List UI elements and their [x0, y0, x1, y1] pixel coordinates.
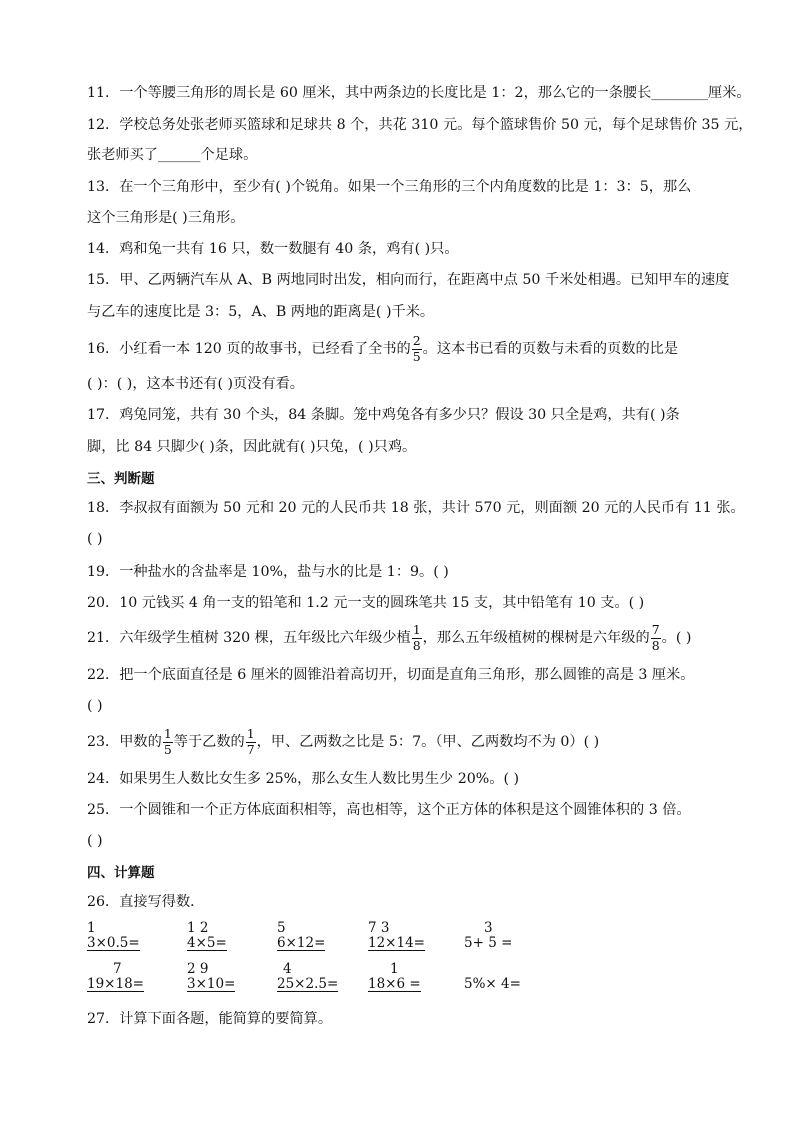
fraction-one-fifth [163, 728, 173, 756]
question-21 [87, 624, 691, 652]
question-21-text-pre: 21．六年级学生植树 320 棵，五年级比六年级少植 [87, 630, 411, 646]
calc-numerators: 4 [283, 961, 292, 977]
calc-item-10 [464, 962, 521, 992]
question-22-answer: ( ) [87, 698, 103, 714]
section-3-heading: 三、判断题 [87, 471, 155, 487]
calc-item-7 [187, 962, 235, 992]
fraction-numerator: 1 [412, 622, 421, 637]
question-22-line1: 22．把一个底面直径是 6 厘米的圆锥沿着高切开，切面是直角三角形，那么圆锥的高是 3 厘米。 [87, 667, 695, 683]
question-16-line1 [87, 335, 678, 363]
question-16-text-post: 。这本书已看的页数与未看的页数的比是 [422, 341, 679, 357]
question-21-text-mid: ，那么五年级植树的棵树是六年级的 [422, 630, 650, 646]
fraction-numerator: 2 [412, 333, 421, 348]
question-16-line2: ( )：( )，这本书还有( )页没有看。 [87, 376, 304, 392]
calc-expression: 12×14= [368, 935, 425, 951]
question-11: 11．一个等腰三角形的周长是 60 厘米，其中两条边的长度比是 1：2，那么它的一条腰长________厘米。 [87, 85, 751, 101]
calc-numerators: 3 [484, 920, 493, 936]
calc-item-3 [277, 921, 325, 951]
question-12-line2: 张老师买了______个足球。 [87, 147, 258, 163]
calc-numerators: 1 [87, 920, 96, 936]
question-18-answer: ( ) [87, 531, 103, 547]
fraction-denominator: 8 [412, 637, 421, 653]
question-23-text-mid: 等于乙数的 [173, 734, 245, 750]
question-14: 14．鸡和兔一共有 16 只，数一数腿有 40 条，鸡有( )只。 [87, 241, 459, 257]
fraction-numerator: 7 [651, 622, 660, 637]
question-20: 20．10 元钱买 4 角一支的铅笔和 1.2 元一支的圆珠笔共 15 支，其中铅笔有 10 支。( ) [87, 595, 645, 611]
calc-expression: 18×6 = [368, 976, 421, 992]
question-26: 26．直接写得数． [87, 894, 205, 910]
calc-item-8 [277, 962, 338, 992]
fraction-numerator: 1 [246, 726, 255, 741]
calc-numerators: 7 [113, 961, 122, 977]
fraction-denominator: 8 [651, 637, 660, 653]
fraction-seven-eighths [651, 624, 661, 652]
fraction-one-seventh [246, 728, 256, 756]
calc-item-2 [187, 921, 227, 951]
fraction-one-eighth [412, 624, 422, 652]
calc-expression: 6×12= [277, 935, 326, 951]
question-15-line1: 15．甲、乙两辆汽车从 A、B 两地同时出发，相向而行，在距离中点 50 千米处相遇。已知甲车的速度 [87, 272, 730, 288]
fraction-denominator: 5 [163, 741, 172, 757]
fraction-numerator: 1 [163, 726, 172, 741]
question-23-text-pre: 23．甲数的 [87, 734, 162, 750]
question-24: 24．如果男生人数比女生多 25%，那么女生人数比男生少 20%。( ) [87, 771, 520, 787]
question-13-line1: 13．在一个三角形中，至少有( )个锐角。如果一个三角形的三个内角度数的比是 1：3：5，那么 [87, 179, 692, 195]
question-15-line2: 与乙车的速度比是 3：5，A、B 两地的距离是( )千米。 [87, 304, 435, 320]
question-23-text-post: ，甲、乙两数之比是 5：7。（甲、乙两数均不为 0）( ) [256, 734, 600, 750]
fraction-denominator: 7 [246, 741, 255, 757]
calc-item-6 [87, 962, 144, 992]
calc-expression: 25×2.5= [277, 976, 339, 992]
question-16-text-pre: 16．小红看一本 120 页的故事书，已经看了全书的 [87, 341, 411, 357]
question-18-line1: 18．李叔叔有面额为 50 元和 20 元的人民币共 18 张，共计 570 元，则面额 20 元的人民币有 11 张。 [87, 500, 745, 516]
calc-numerators: 7 3 [368, 920, 390, 936]
question-19: 19．一种盐水的含盐率是 10%，盐与水的比是 1：9。( ) [87, 564, 449, 580]
calc-item-5 [464, 921, 512, 951]
calc-expression: 3×0.5= [87, 935, 140, 951]
calc-numerators: 5 [277, 920, 286, 936]
calc-item-1 [87, 921, 140, 951]
calc-numerators: 1 [390, 961, 399, 977]
question-25-line1: 25．一个圆锥和一个正方体底面积相等，高也相等，这个正方体的体积是这个圆锥体积的 3 倍。 [87, 802, 691, 818]
question-17-line1: 17．鸡兔同笼，共有 30 个头，84 条脚。笼中鸡兔各有多少只？假设 30 只全是鸡，共有( )条 [87, 407, 680, 423]
question-23 [87, 728, 599, 756]
question-21-text-post: 。( ) [661, 630, 692, 646]
calc-item-4 [368, 921, 425, 951]
question-25-answer: ( ) [87, 833, 103, 849]
question-27: 27．计算下面各题，能简算的要简算。 [87, 1011, 333, 1027]
calc-expression: 4×5= [187, 935, 227, 951]
fraction-denominator: 5 [412, 348, 421, 364]
calc-expression: 19×18= [87, 976, 144, 992]
section-4-heading: 四、计算题 [87, 865, 155, 881]
calc-expression: 3×10= [187, 976, 236, 992]
calc-expression: 5+ 5 = [464, 935, 513, 951]
calc-item-9 [368, 962, 421, 992]
question-13-line2: 这个三角形是( )三角形。 [87, 210, 245, 226]
calc-expression: 5%× 4= [464, 976, 521, 992]
calc-numerators [464, 962, 521, 977]
question-17-line2: 脚，比 84 只脚少( )条，因此就有( )只兔，( )只鸡。 [87, 439, 417, 455]
calc-numerators: 2 9 [187, 961, 209, 977]
fraction-two-fifths [412, 335, 422, 363]
question-12-line1: 12．学校总务处张老师买篮球和足球共 8 个，共花 310 元。每个篮球售价 50 元，每个足球售价 35 元， [87, 117, 753, 133]
calc-numerators: 1 2 [187, 920, 209, 936]
